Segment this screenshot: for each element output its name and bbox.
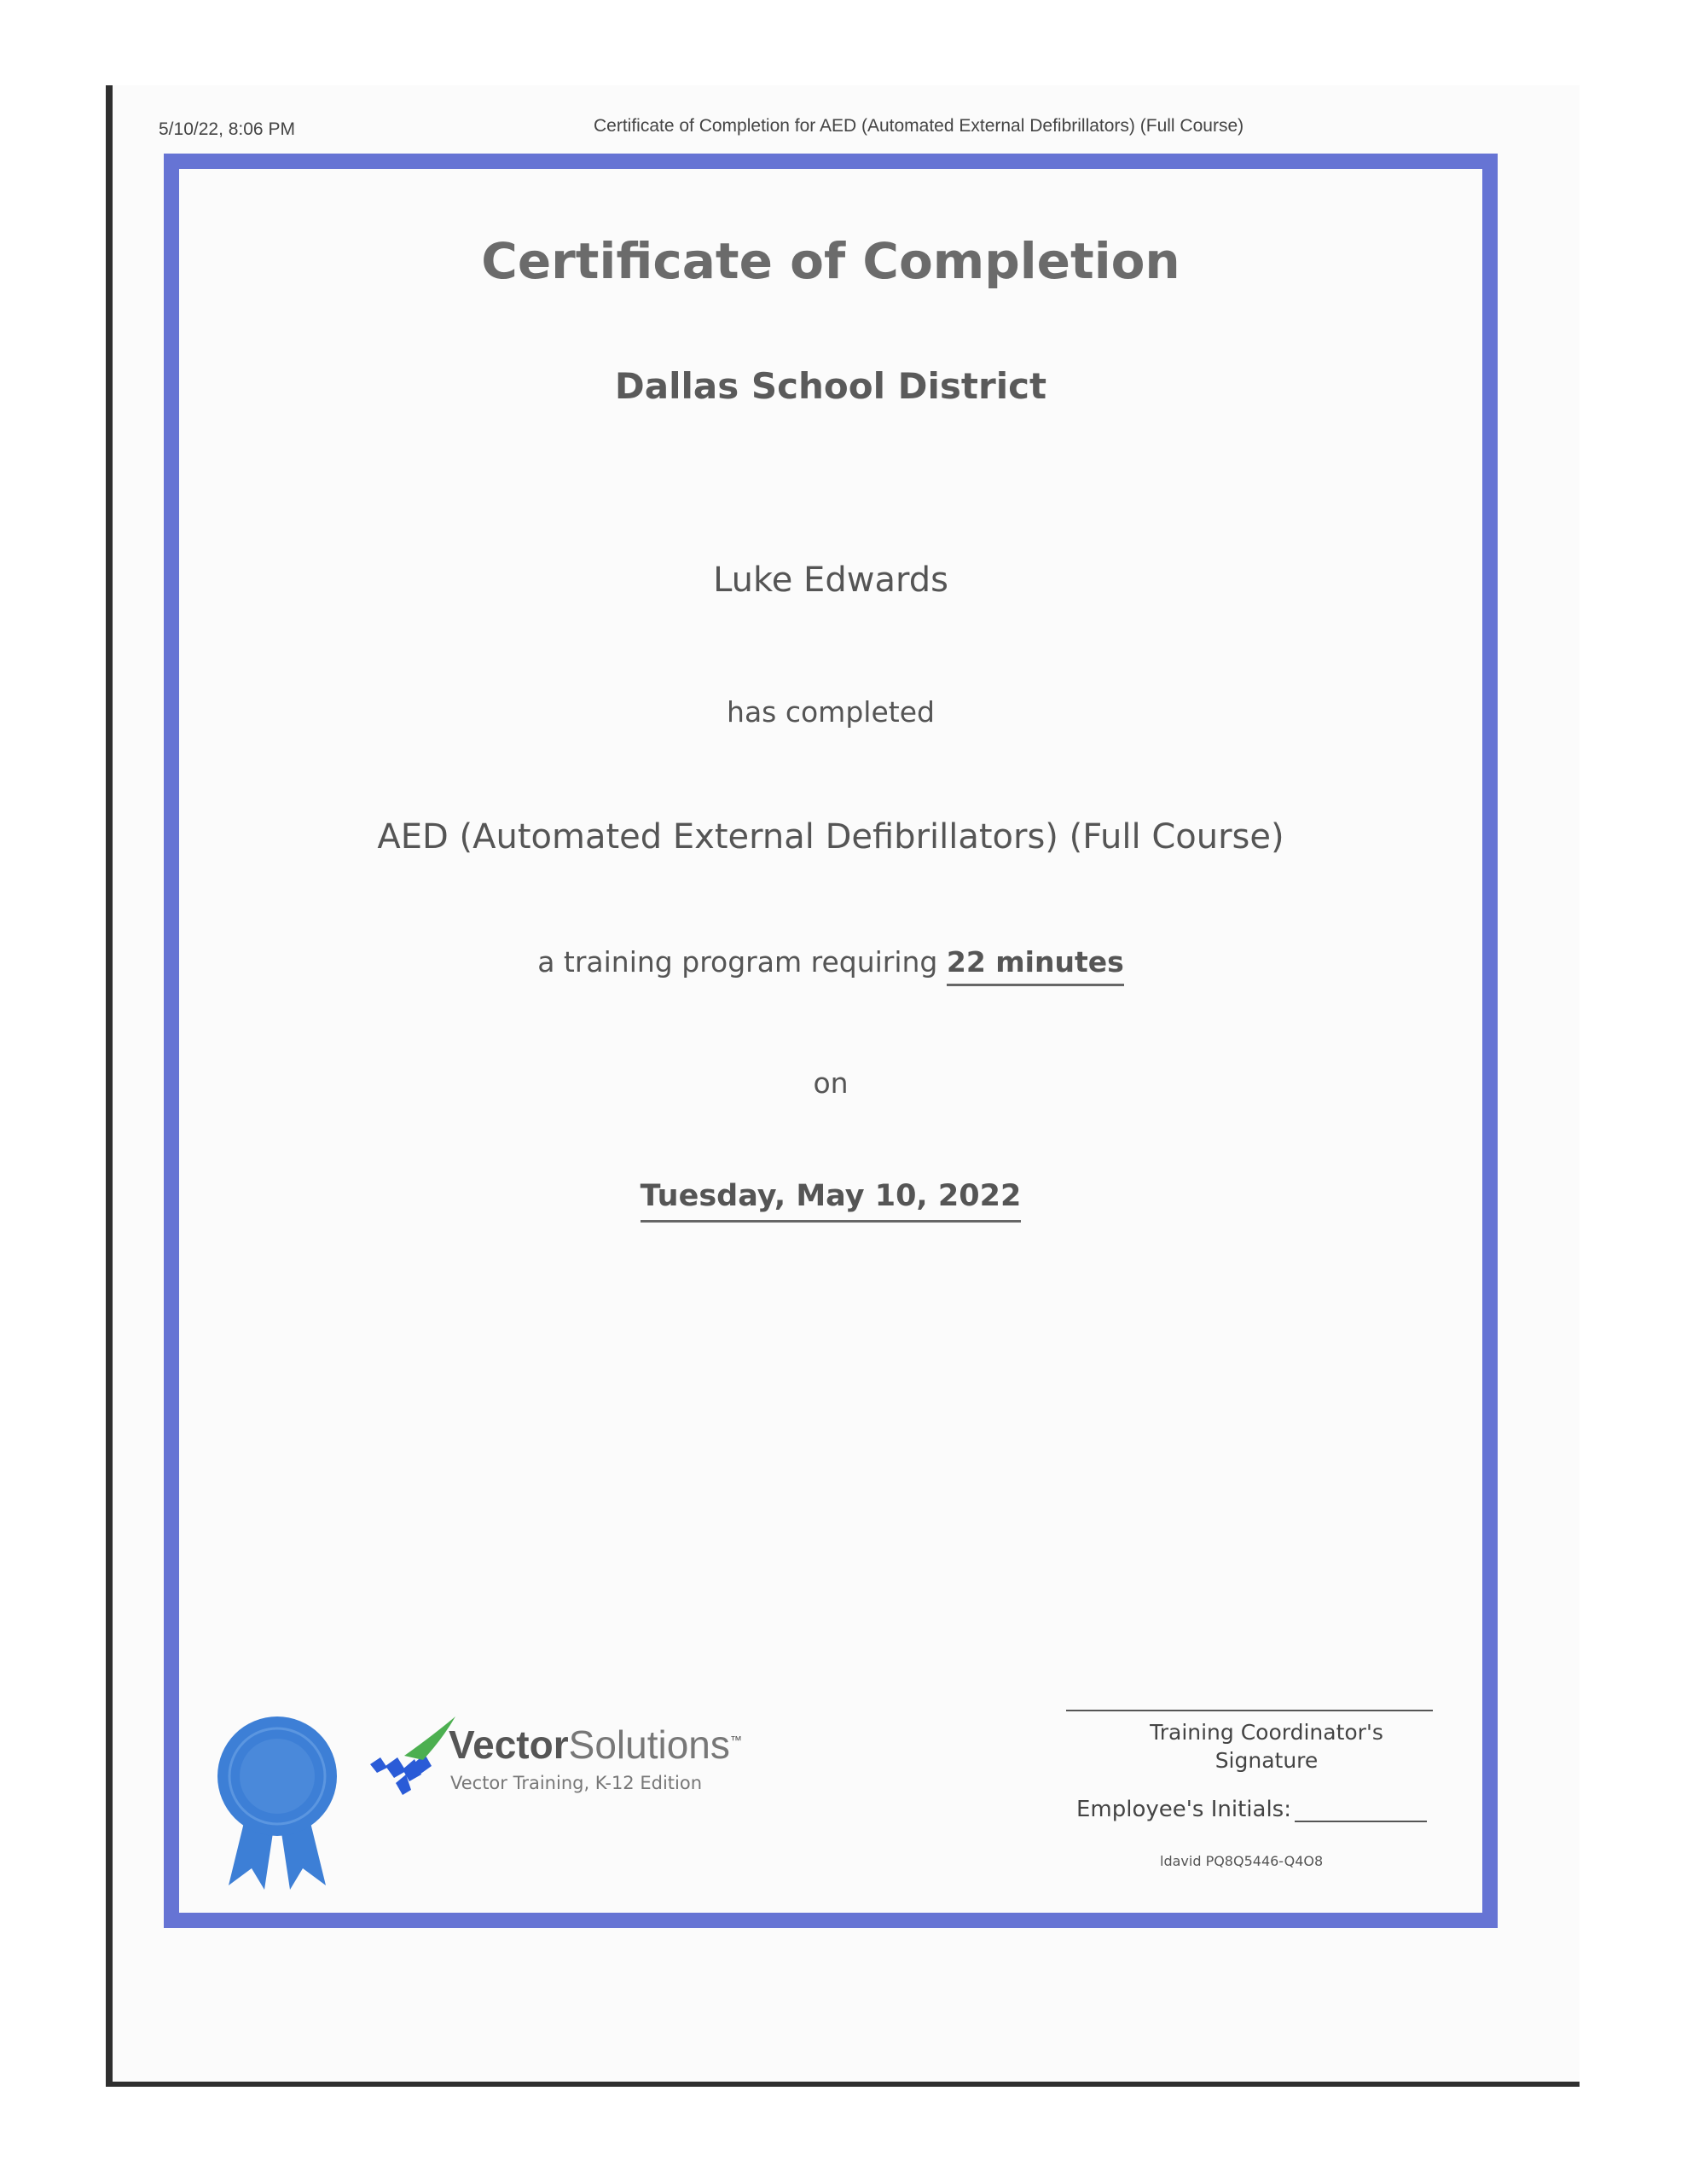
certificate-frame bbox=[164, 154, 1498, 1928]
print-datetime: 5/10/22, 8:06 PM bbox=[159, 119, 295, 139]
completion-date-line bbox=[164, 1179, 1498, 1213]
initials-label: Employee's Initials: bbox=[1076, 1797, 1291, 1822]
requiring-prefix: a training program requiring bbox=[537, 945, 938, 979]
organization-name: Dallas School District bbox=[614, 365, 1047, 407]
signature-label-line2: Signature bbox=[1215, 1748, 1319, 1773]
logo-trademark: ™ bbox=[729, 1733, 742, 1747]
vector-solutions-logo-text bbox=[449, 1722, 742, 1768]
signature-label bbox=[1109, 1718, 1424, 1774]
completion-date: Tuesday, May 10, 2022 bbox=[641, 1179, 1022, 1223]
print-page-title: Certificate of Completion for AED (Automated External Defibrillators) (Full Course) bbox=[594, 116, 1244, 136]
initials-line bbox=[1295, 1802, 1427, 1822]
signature-label-line1: Training Coordinator's bbox=[1150, 1720, 1383, 1745]
training-duration-line bbox=[164, 945, 1498, 979]
signature-line bbox=[1066, 1710, 1433, 1711]
logo-name-light: Solutions bbox=[568, 1722, 730, 1767]
completed-text: has completed bbox=[727, 695, 935, 729]
training-duration: 22 minutes bbox=[947, 945, 1124, 986]
on-text: on bbox=[813, 1066, 849, 1100]
recipient-name: Luke Edwards bbox=[713, 561, 948, 600]
course-name: AED (Automated External Defibrillators) (Full Course) bbox=[377, 817, 1284, 857]
employee-initials bbox=[1076, 1797, 1427, 1822]
certificate-title: Certificate of Completion bbox=[481, 232, 1180, 290]
ribbon-award-icon bbox=[213, 1715, 341, 1894]
logo-tagline: Vector Training, K-12 Edition bbox=[450, 1773, 703, 1793]
logo-name-bold: Vector bbox=[449, 1722, 569, 1767]
certificate-code: ldavid PQ8Q5446-Q4O8 bbox=[1160, 1853, 1324, 1869]
